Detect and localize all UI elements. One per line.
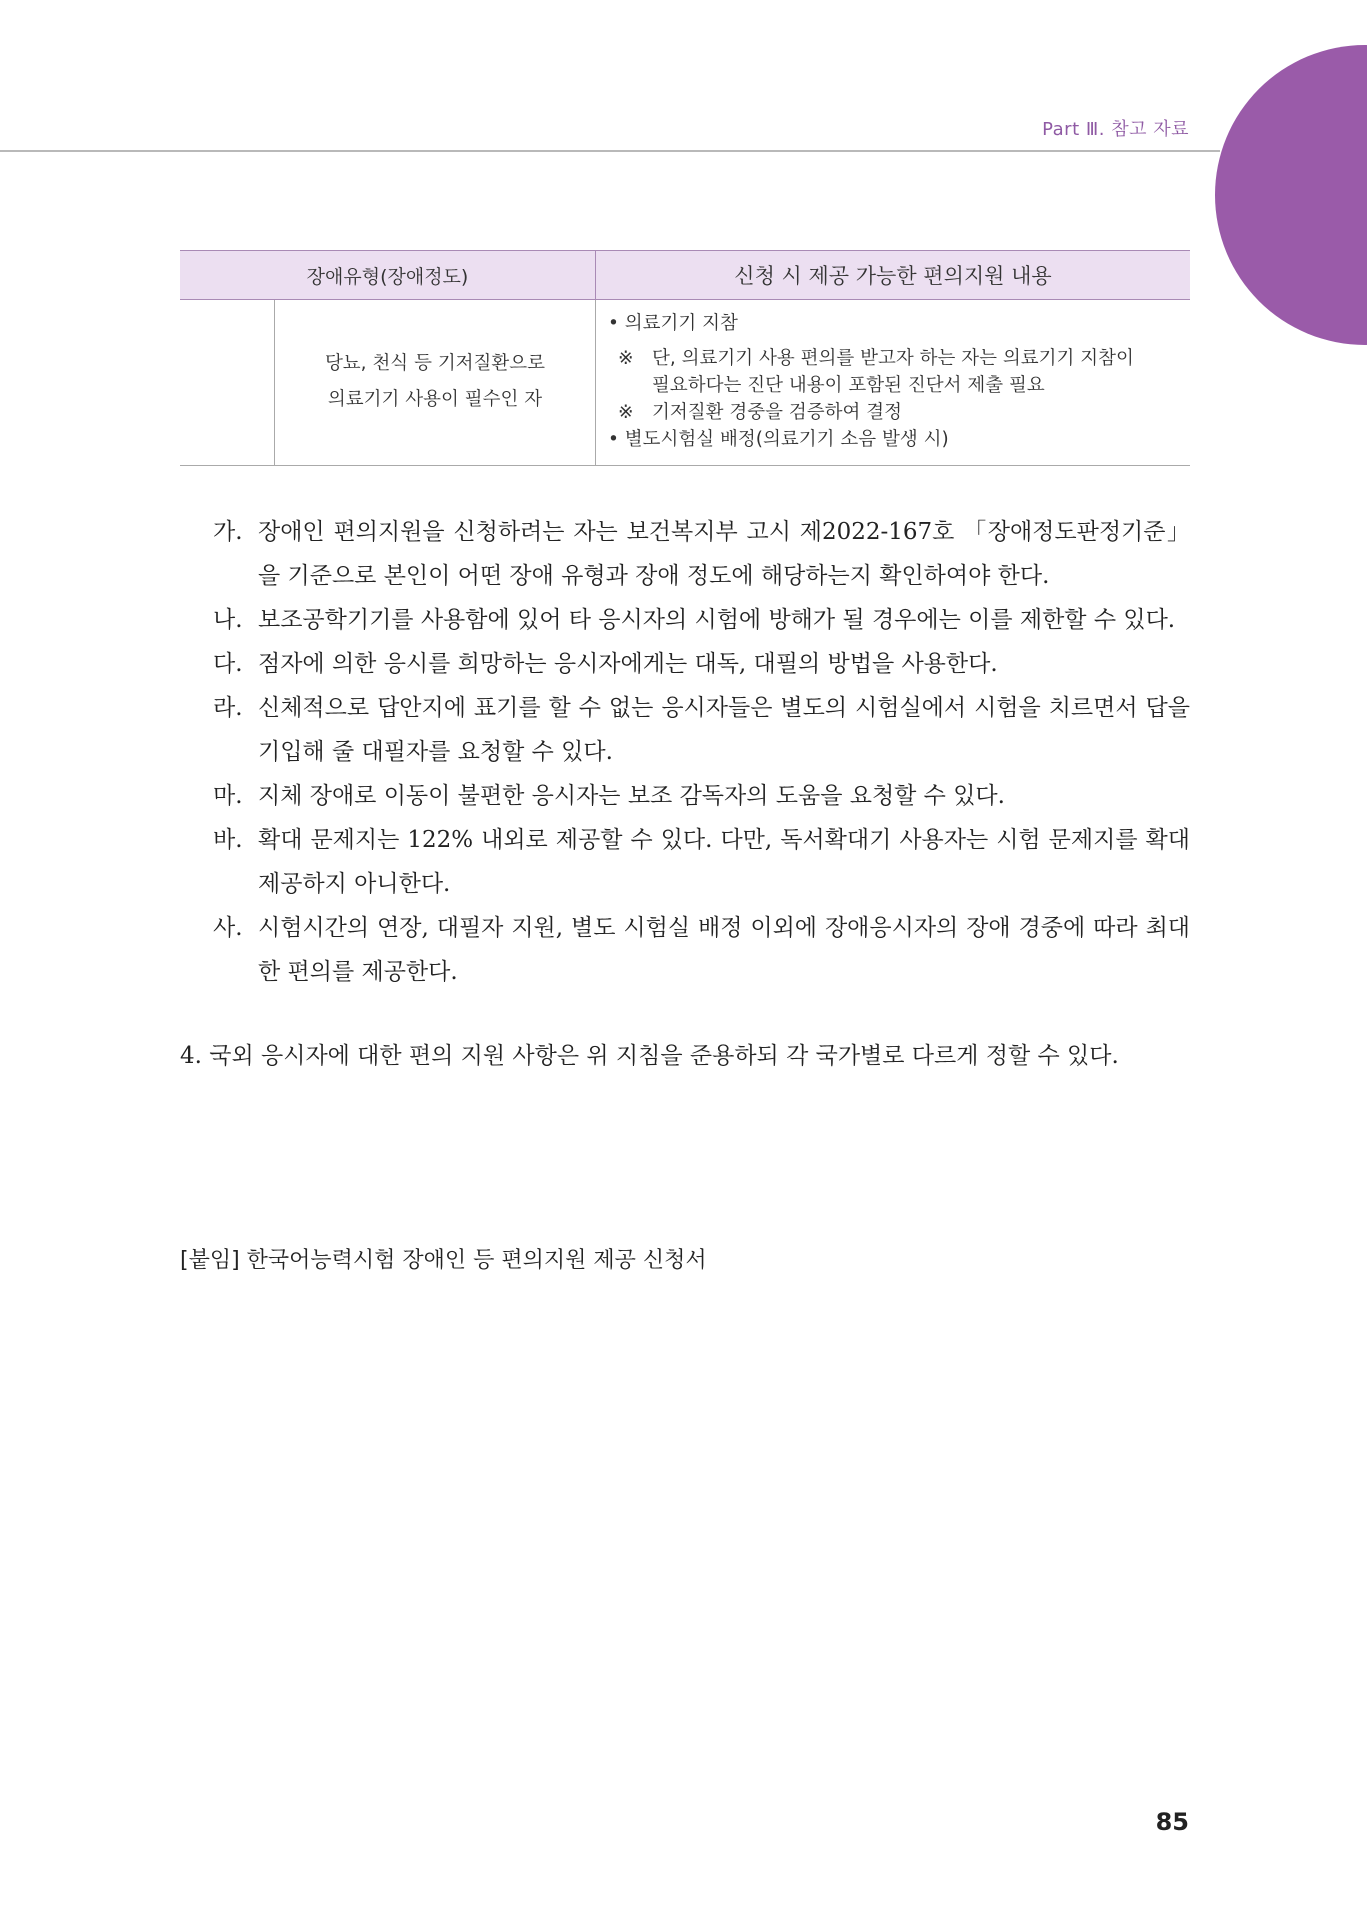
section-4-paragraph: 4. 국외 응시자에 대한 편의 지원 사항은 위 지침을 준용하되 각 국가별로 다르게 정할 수 있다. [180,1043,1119,1069]
list-item [213,510,1190,598]
note-text: 기저질환 경중을 검증하여 결정 [652,402,902,423]
item-text: 보조공학기기를 사용함에 있어 타 응시자의 시험에 방해가 될 경우에는 이를 제한할 수 있다. [258,607,1176,633]
table-row [180,300,1190,466]
col-header-support-content: 신청 시 제공 가능한 편의지원 내용 [596,251,1191,300]
disability-type-cell [275,300,596,466]
item-number: 사. [213,915,243,941]
item-number: 나. [213,607,243,633]
bullet-item: • 별도시험실 배정(의료기기 소음 발생 시) [608,426,1190,453]
attachment-note: [붙임] 한국어능력시험 장애인 등 편의지원 제공 신청서 [180,1248,707,1273]
accommodation-table [180,250,1190,466]
item-text: 점자에 의한 응시를 희망하는 응시자에게는 대독, 대필의 방법을 사용한다. [258,651,998,677]
item-text: 신체적으로 답안지에 표기를 할 수 없는 응시자들은 별도의 시험실에서 시험을 치르면서 답을 기입해 줄 대필자를 요청할 수 있다. [258,695,1190,765]
list-item [213,906,1190,994]
table-header-row [180,251,1190,300]
note-continuation: 필요하다는 진단 내용이 포함된 진단서 제출 필요 [652,375,1045,396]
note-mark: ※ [618,402,634,423]
list-item [213,818,1190,906]
guideline-body [180,510,1190,1078]
item-number: 마. [213,783,243,809]
item-text: 지체 장애로 이동이 불편한 응시자는 보조 감독자의 도움을 요청할 수 있다. [258,783,1005,809]
bullet-item: • 의료기기 지참 [608,310,1190,337]
support-content-cell [596,300,1191,466]
note-item [608,345,1190,372]
list-item [213,598,1190,642]
list-item [213,642,1190,686]
note-item [608,399,1190,426]
item-number: 바. [213,827,243,853]
item-text: 시험시간의 연장, 대필자 지원, 별도 시험실 배정 이외에 장애응시자의 장애 경중에 따라 최대한 편의를 제공한다. [258,915,1190,985]
page-number: 85 [1155,1808,1189,1836]
header-rule [0,150,1220,152]
note-text: 단, 의료기기 사용 편의를 받고자 하는 자는 의료기기 지참이 [652,348,1134,369]
item-text: 장애인 편의지원을 신청하려는 자는 보건복지부 고시 제2022-167호 「장애정도판정기준」을 기준으로 본인이 어떤 장애 유형과 장애 정도에 해당하는지 확인하여야 한다. [258,519,1190,589]
section-tab-decoration [1215,45,1367,345]
guideline-list [213,510,1190,994]
merged-category-cell [180,300,275,466]
item-number: 라. [213,695,243,721]
type-line: 의료기기 사용이 필수인 자 [327,389,543,410]
note-mark: ※ [618,348,634,369]
item-text: 확대 문제지는 122% 내외로 제공할 수 있다. 다만, 독서확대기 사용자는 시험 문제지를 확대 제공하지 아니한다. [258,827,1190,897]
running-header: Part Ⅲ. 참고 자료 [1042,119,1189,140]
item-number: 가. [213,519,243,545]
col-header-disability-type: 장애유형(장애정도) [180,251,596,300]
type-line: 당뇨, 천식 등 기저질환으로 [324,353,546,374]
list-item [213,774,1190,818]
item-number: 다. [213,651,243,677]
list-item [213,686,1190,774]
